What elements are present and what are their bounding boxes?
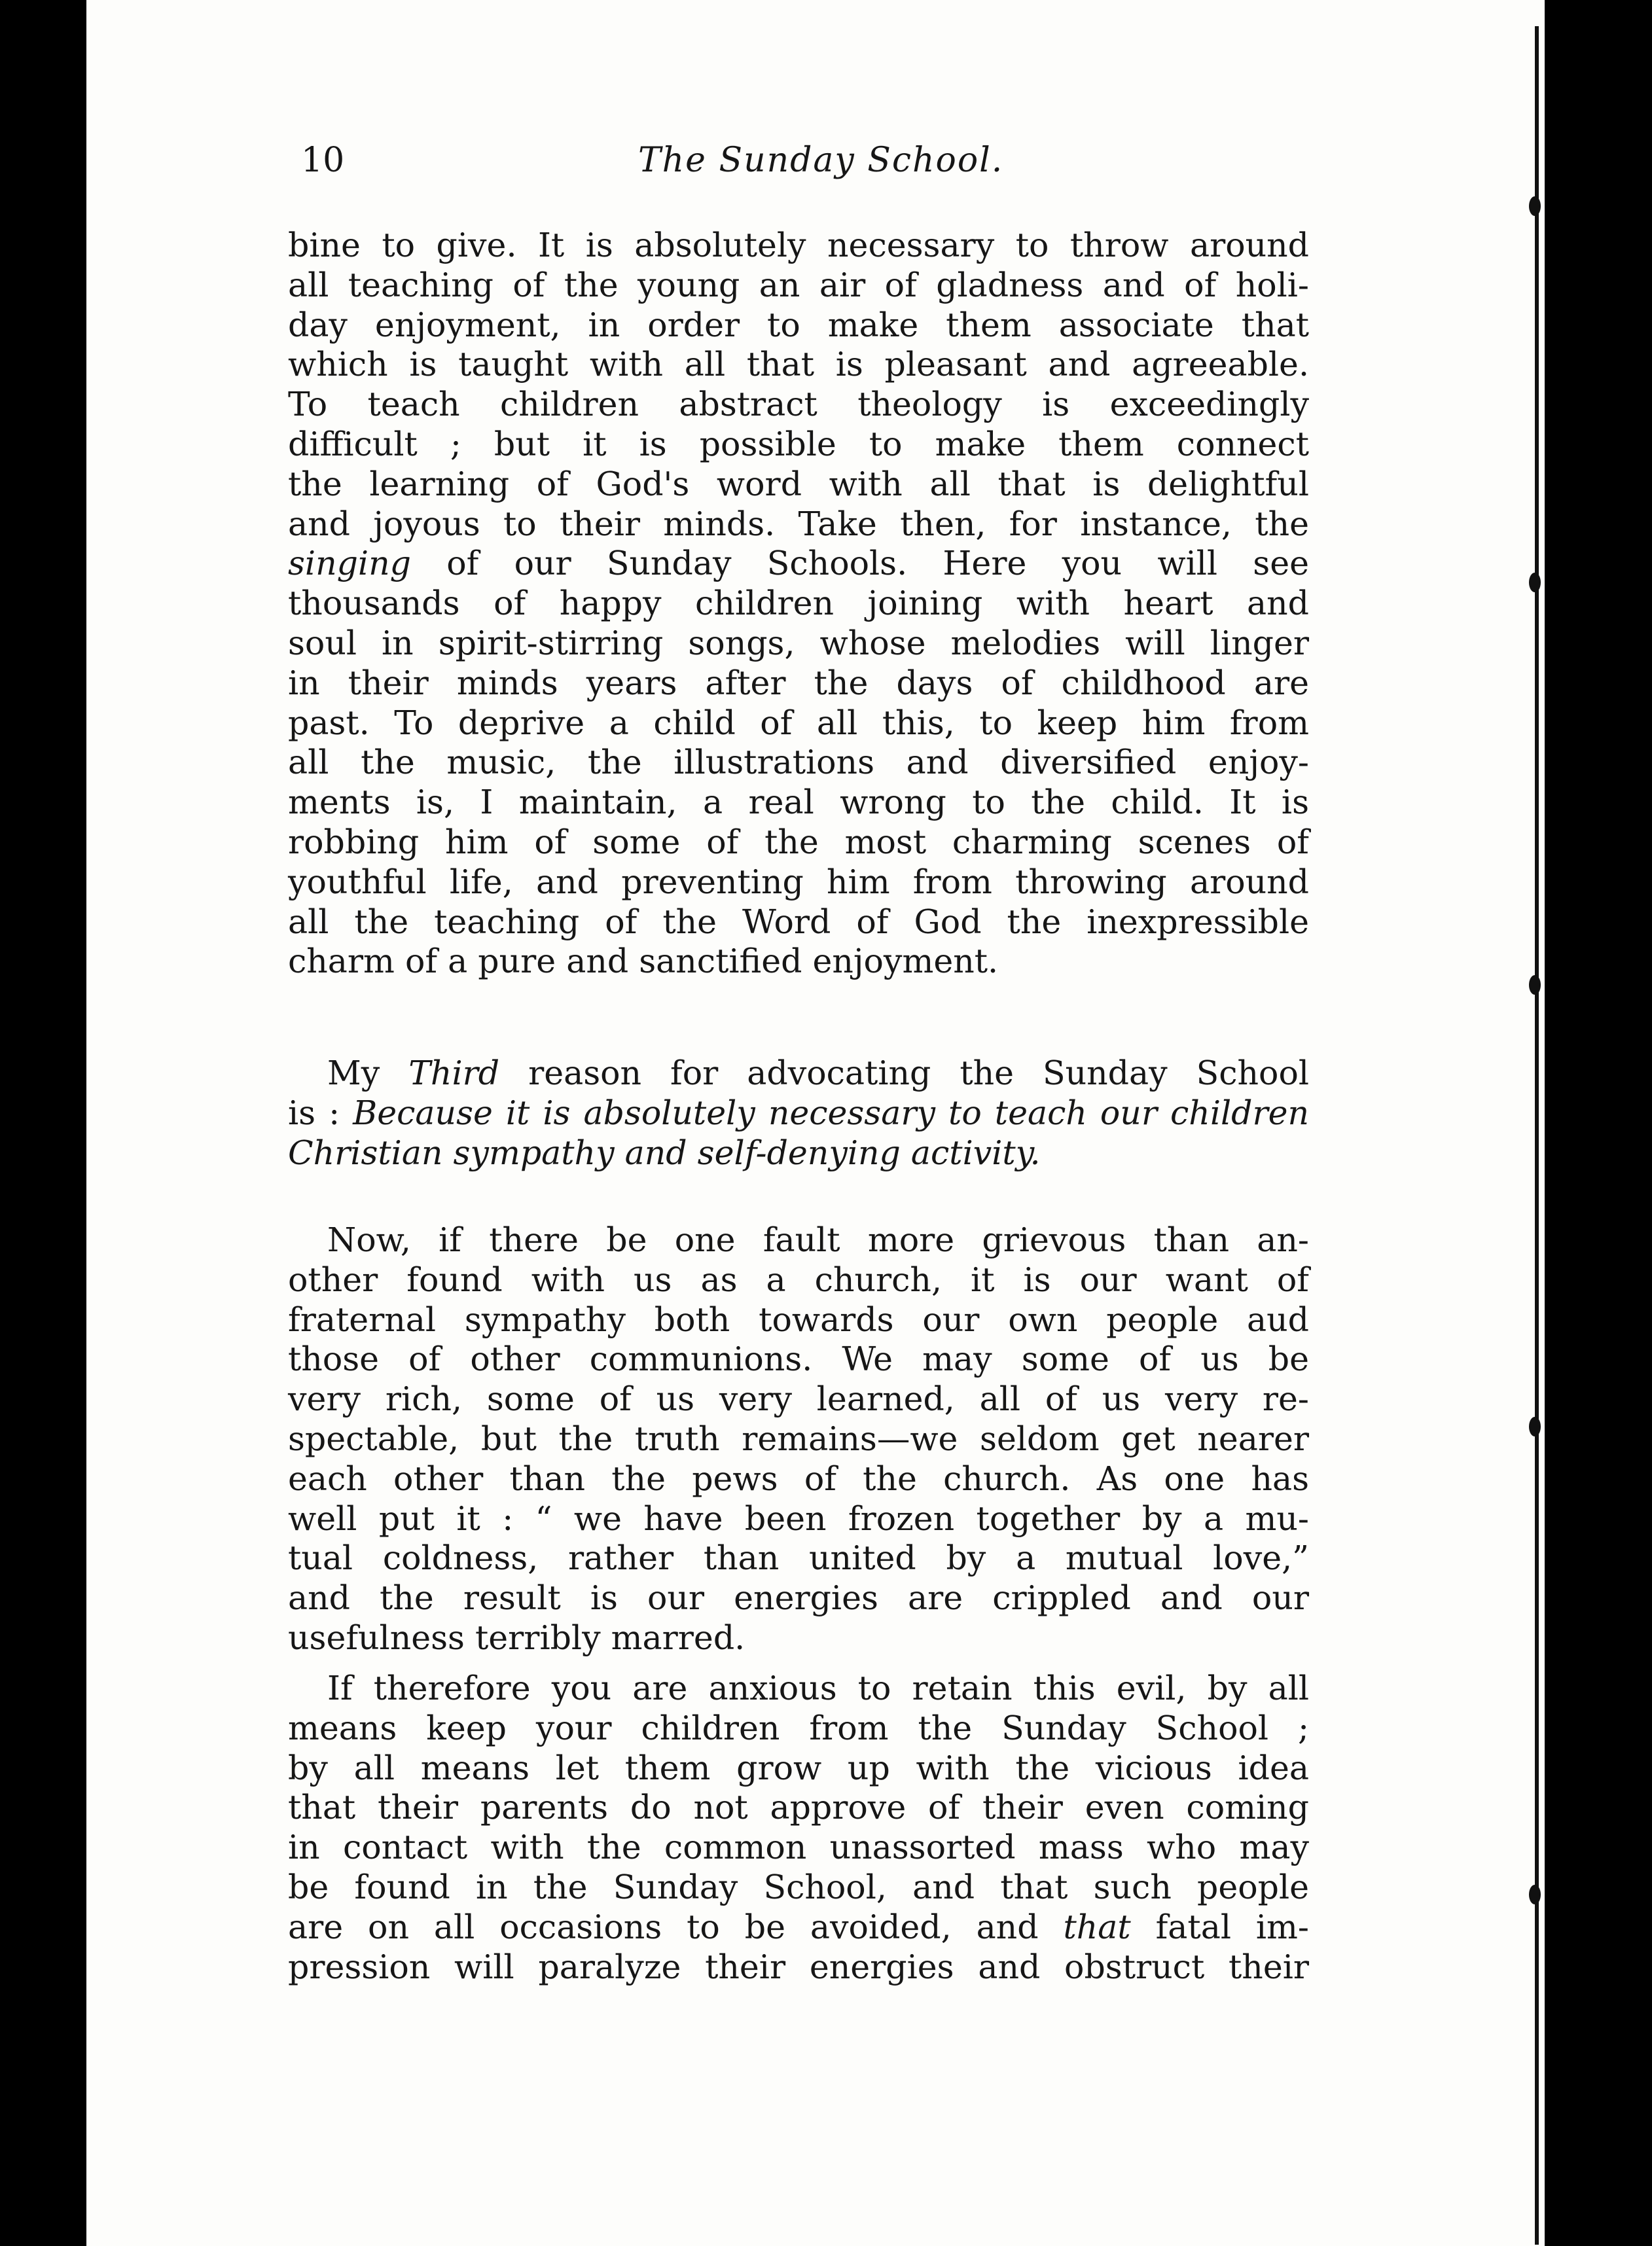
text-line: each other than the pews of the church. As one has (288, 1459, 1309, 1498)
text-line: by all means let them grow up with the vicious idea (288, 1748, 1309, 1787)
text-line: in their minds years after the days of childhood are (288, 663, 1309, 702)
italic-word: Third (408, 1054, 500, 1092)
page-header (301, 141, 1005, 187)
binding-stitch (1529, 1417, 1541, 1436)
text-line: thousands of happy children joining with heart and (288, 584, 1309, 623)
italic-phrase: Because it is absolutely necessary to teach our children (353, 1093, 1309, 1132)
text-line: robbing him of some of the most charming scenes of (288, 822, 1309, 861)
text-line: all the teaching of the Word of God the inexpressible (288, 902, 1309, 941)
text-line: youthful life, and preventing him from throwing around (288, 862, 1309, 901)
binding-stitch (1529, 1885, 1541, 1904)
text-line: ments is, I maintain, a real wrong to the child. It is (288, 783, 1309, 822)
text-line: those of other communions. We may some of us be (288, 1340, 1309, 1379)
text-line: usefulness terribly marred. (288, 1618, 745, 1657)
text-line: means keep your children from the Sunday School ; (288, 1708, 1309, 1747)
text-line: soul in spirit-stirring songs, whose melodies will linger (288, 623, 1309, 662)
text-line: tual coldness, rather than united by a mutual love,” (288, 1539, 1309, 1578)
paragraph-3 (288, 1221, 1309, 1658)
text-line: other found with us as a church, it is our want of (288, 1260, 1309, 1299)
text-line: and joyous to their minds. Take then, for instance, the (288, 504, 1309, 543)
page-number: 10 (301, 141, 345, 180)
text-line: pression will paralyze their energies and obstruct their (288, 1947, 1309, 1986)
text-line: charm of a pure and sanctified enjoyment. (288, 942, 999, 981)
paragraph-1 (288, 226, 1309, 982)
text-line: be found in the Sunday School, and that such people (288, 1867, 1309, 1906)
binding-stitch (1529, 573, 1541, 592)
text-line: past. To deprive a child of all this, to keep him from (288, 703, 1309, 742)
text-line: bine to give. It is absolutely necessary to throw around (288, 226, 1309, 264)
text-line: well put it : “ we have been frozen together by a mu- (288, 1499, 1309, 1538)
text-line: spectable, but the truth remains—we seldom get nearer (288, 1419, 1309, 1458)
text-line: If therefore you are anxious to retain this evil, by all (327, 1669, 1309, 1707)
text-line: that their parents do not approve of their even coming (288, 1788, 1309, 1827)
running-title: The Sunday School. (638, 141, 1004, 180)
text-line: all the music, the illustrations and diversified enjoy- (288, 743, 1309, 782)
text-line: the learning of God's word with all that is delightful (288, 464, 1309, 503)
text-line-italic-start (288, 544, 1309, 584)
binding-edge (1535, 26, 1539, 2245)
text-line: in contact with the common unassorted mass who may (288, 1828, 1309, 1867)
text-line-mixed: is : Because it is absolutely necessary to teach our children (288, 1093, 1309, 1132)
text-line: Now, if there be one fault more grievous than an- (327, 1221, 1309, 1259)
italic-word: that (1063, 1907, 1131, 1946)
text-line: difficult ; but it is possible to make them connect (288, 424, 1309, 463)
text-line: very rich, some of us very learned, all of us very re- (288, 1380, 1309, 1419)
binding-stitch (1529, 196, 1541, 216)
text-line: which is taught with all that is pleasant and agreeable. (288, 345, 1309, 384)
text-line-mixed: My Third reason for advocating the Sunday School (327, 1054, 1309, 1092)
text-line: all teaching of the young an air of gladness and of holi- (288, 265, 1309, 304)
text-line-mixed: are on all occasions to be avoided, and that fatal im- (288, 1907, 1309, 1946)
text-line: and the result is our energies are crippled and our (288, 1578, 1309, 1618)
italic-word: singing (288, 544, 411, 583)
text-line: fraternal sympathy both towards our own people aud (288, 1300, 1309, 1339)
paragraph-4 (288, 1669, 1309, 1987)
text-line: day enjoyment, in order to make them associate that (288, 305, 1309, 344)
paragraph-2 (288, 1054, 1309, 1173)
text-fragment: of our Sunday Schools. Here you will see (410, 544, 1309, 583)
text-line-italic: Christian sympathy and self-denying activity. (288, 1133, 1041, 1172)
text-line: To teach children abstract theology is exceedingly (288, 385, 1309, 424)
binding-stitch (1529, 975, 1541, 995)
